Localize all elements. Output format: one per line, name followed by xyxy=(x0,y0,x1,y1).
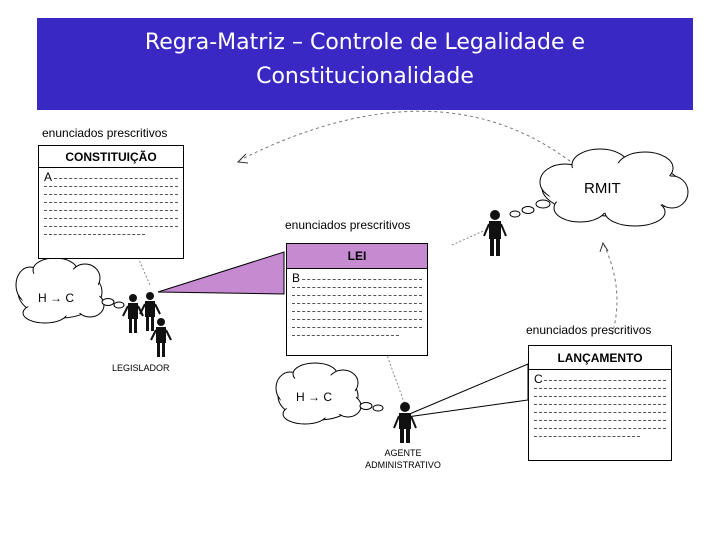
speech-callout-lancamento xyxy=(400,364,528,418)
lei-letter: B xyxy=(292,271,301,285)
lancamento-text xyxy=(529,370,671,464)
agente-figure xyxy=(394,402,416,443)
title-line-2: Constitucionalidade xyxy=(256,64,474,89)
legislador-thought-bubbles xyxy=(102,299,124,309)
rmit-label: RMIT xyxy=(584,180,621,197)
connector-lei-figure xyxy=(452,228,490,245)
legislador-cloud-text: H → C xyxy=(38,291,74,305)
constituicao-letter: A xyxy=(44,170,53,184)
arrowhead-constituicao xyxy=(238,154,248,163)
lei-box xyxy=(286,243,428,356)
lei-lines xyxy=(292,279,422,343)
lei-header: LEI xyxy=(287,244,427,269)
lei-caption: enunciados prescritivos xyxy=(285,218,411,232)
agente-label xyxy=(355,447,451,471)
lancamento-letter: C xyxy=(534,372,543,386)
legislador-figure-2 xyxy=(140,292,160,331)
title-line-1: Regra-Matriz – Controle de Legalidade e xyxy=(144,30,586,55)
agente-label-line-1: AGENTE xyxy=(384,448,422,458)
lei-text xyxy=(287,269,427,359)
agente-cloud-text: H → C xyxy=(296,390,332,404)
legislador-label: LEGISLADOR xyxy=(112,363,170,373)
agente-label-line-2: ADMINISTRATIVO xyxy=(365,460,441,470)
arrow-rmit-to-constituicao xyxy=(240,111,575,165)
arrow-lancamento-to-rmit xyxy=(604,245,617,335)
constituicao-box xyxy=(38,145,184,259)
constituicao-caption: enunciados prescritivos xyxy=(42,126,168,140)
constituicao-header: CONSTITUIÇÃO xyxy=(39,146,183,168)
constituicao-text xyxy=(39,168,183,260)
lancamento-lines xyxy=(534,380,666,444)
lancamento-header: LANÇAMENTO xyxy=(529,346,671,370)
rmit-thought-bubbles xyxy=(510,200,550,217)
agente-thought-bubbles xyxy=(360,403,383,412)
constituicao-lines xyxy=(44,178,178,242)
lancamento-caption: enunciados prescritivos xyxy=(526,323,652,337)
lancamento-box xyxy=(528,345,672,461)
lei-figure xyxy=(484,210,506,256)
